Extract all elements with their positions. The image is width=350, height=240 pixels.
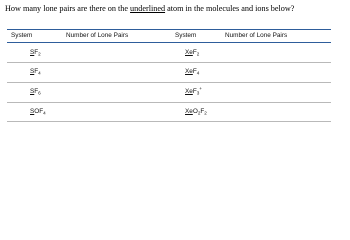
lone-pairs-table (7, 29, 331, 127)
header-bottom-rule (7, 42, 331, 43)
question-text-start: How many lone pairs are there on the (5, 4, 131, 13)
header-lone-pairs-left: Number of Lone Pairs (66, 32, 129, 39)
system-left-row-2: $SF_4$ (30, 68, 41, 76)
header-system-right: System (175, 32, 197, 39)
header-system-left: System (11, 32, 33, 39)
row-3-rule (7, 102, 331, 103)
question-text-end: atom in the molecules and ions below? (165, 4, 295, 13)
system-right-row-4: $XeO_2F_2$ (185, 108, 207, 116)
system-right-row-1: XeF$_2$ (185, 49, 200, 57)
row-2-rule (7, 82, 331, 83)
system-left-row-4: $SOF_4$ (30, 108, 46, 116)
row-1-rule (7, 62, 331, 63)
header-lone-pairs-right: Number of Lone Pairs (225, 32, 288, 39)
question-text (5, 4, 350, 14)
question-underlined-word: underlined (130, 4, 166, 13)
system-left-row-1: $SF_2$ (30, 49, 41, 57)
system-right-row-2: XeF$_4$ (185, 68, 200, 76)
system-right-row-3: XeF$_3$+ (185, 86, 202, 96)
system-left-row-3: $SF_6$ (30, 88, 41, 96)
header-top-rule (7, 29, 331, 30)
row-4-rule (7, 121, 331, 122)
